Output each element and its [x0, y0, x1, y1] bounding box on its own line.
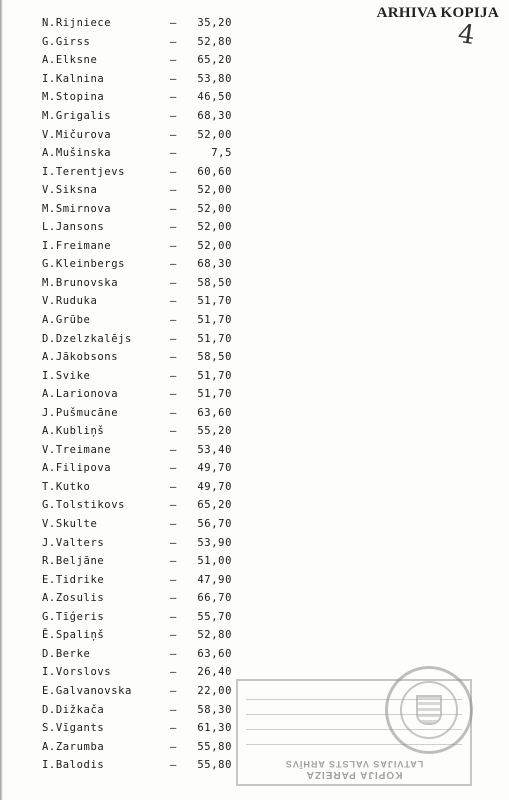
list-item — [42, 348, 232, 367]
person-name: E.Galvanovska — [42, 684, 132, 697]
person-name: I.Balodis — [42, 759, 105, 772]
amount-value: 58,50 — [197, 276, 232, 289]
separator-dash: – — [170, 221, 177, 234]
person-name: V.Skulte — [42, 518, 98, 531]
separator-dash: – — [170, 499, 177, 512]
separator-dash: – — [170, 666, 177, 679]
amount-value: 65,20 — [197, 499, 232, 512]
person-name: J.Pušmucāne — [42, 406, 119, 419]
person-name: A.Larionova — [42, 388, 119, 401]
separator-dash: – — [170, 406, 177, 419]
amount-value: 51,00 — [197, 555, 232, 568]
person-name: J.Valters — [42, 536, 105, 549]
separator-dash: – — [170, 332, 177, 345]
separator-dash: – — [170, 573, 177, 586]
list-item — [42, 385, 232, 404]
amount-value: 52,00 — [197, 221, 232, 234]
separator-dash: – — [170, 72, 177, 85]
list-item — [42, 515, 232, 534]
separator-dash: – — [170, 202, 177, 215]
person-name: D.Dzelzkalējs — [42, 332, 132, 345]
person-name: T.Kutko — [42, 480, 91, 493]
list-item — [42, 589, 232, 608]
separator-dash: – — [170, 759, 177, 772]
amount-value: 52,80 — [197, 35, 232, 48]
amount-value: 53,40 — [197, 443, 232, 456]
amount-value: 61,30 — [197, 722, 232, 735]
list-item — [42, 162, 232, 181]
list-item — [42, 33, 232, 52]
separator-dash: – — [170, 184, 177, 197]
list-item — [42, 144, 232, 163]
list-item — [42, 682, 232, 701]
person-name: E.Tidrike — [42, 573, 105, 586]
separator-dash: – — [170, 110, 177, 122]
separator-dash: – — [170, 443, 177, 456]
stamp-archive-name: LATVIJAS VALSTS ARHĪVS — [284, 759, 424, 769]
separator-dash: – — [170, 165, 177, 178]
list-item — [42, 700, 232, 719]
person-name: V.Siksna — [42, 184, 98, 197]
amount-value: 63,60 — [197, 406, 232, 419]
separator-dash: – — [170, 722, 177, 735]
person-name: A.Filipova — [42, 462, 112, 475]
list-item — [42, 237, 232, 256]
amount-value: 53,80 — [197, 72, 232, 85]
amount-value: 22,00 — [197, 684, 232, 697]
list-item — [42, 478, 232, 497]
person-name: I.Freimane — [42, 239, 112, 252]
list-item — [42, 496, 232, 515]
handwritten-page-number: 4 — [456, 18, 478, 52]
list-item — [42, 311, 232, 330]
list-item — [42, 70, 232, 89]
amount-value: 52,00 — [197, 202, 232, 215]
person-name: A.Zarumba — [42, 740, 105, 753]
person-name: V.Treimane — [42, 443, 112, 456]
person-name: I.Kalnina — [42, 72, 105, 85]
list-item — [42, 14, 232, 33]
separator-dash: – — [170, 91, 177, 104]
amount-value: 68,30 — [197, 110, 232, 122]
list-item — [42, 719, 232, 738]
stamp-title: KOPIJA PAREIZA — [305, 769, 403, 780]
amount-value: 49,70 — [197, 480, 232, 493]
amount-value: 52,00 — [197, 239, 232, 252]
amount-value: 46,50 — [197, 91, 232, 104]
amount-value: 52,00 — [197, 184, 232, 197]
list-item — [42, 756, 232, 775]
person-name: A.Jākobsons — [42, 351, 119, 364]
person-name: A.Grūbe — [42, 314, 91, 327]
separator-dash: – — [170, 54, 177, 67]
amount-value: 51,70 — [197, 388, 232, 401]
amount-value: 51,70 — [197, 314, 232, 327]
amount-value: 55,80 — [197, 740, 232, 753]
person-name: R.Beljāne — [42, 555, 105, 568]
separator-dash: – — [170, 314, 177, 327]
separator-dash: – — [170, 684, 177, 697]
person-name: D.Berke — [42, 647, 91, 660]
person-name: Ē.Spaliņš — [42, 629, 105, 642]
separator-dash: – — [170, 592, 177, 605]
list-item — [42, 645, 232, 664]
person-name: I.Terentjevs — [42, 165, 126, 178]
amount-value: 51,70 — [197, 332, 232, 345]
list-item — [42, 441, 232, 460]
amount-value: 68,30 — [197, 258, 232, 271]
separator-dash: – — [170, 17, 177, 30]
list-item — [42, 274, 232, 293]
separator-dash: – — [170, 462, 177, 475]
list-item — [42, 125, 232, 144]
list-item — [42, 737, 232, 756]
amount-value: 58,30 — [197, 703, 232, 716]
amount-value: 55,80 — [197, 759, 232, 772]
archive-copy-label: ARHIVA KOPIJA — [376, 5, 499, 21]
list-item — [42, 570, 232, 589]
separator-dash: – — [170, 555, 177, 568]
list-item — [42, 292, 232, 311]
list-item — [42, 552, 232, 571]
separator-dash: – — [170, 629, 177, 642]
list-item — [42, 403, 232, 422]
separator-dash: – — [170, 276, 177, 289]
amount-value: 53,90 — [197, 536, 232, 549]
page-edge-shadow — [0, 0, 3, 800]
list-item — [42, 663, 232, 682]
person-name: G.Tolstikovs — [42, 499, 126, 512]
separator-dash: – — [170, 35, 177, 48]
person-name: N.Rijniece — [42, 17, 112, 30]
list-item — [42, 51, 232, 70]
amount-value: 60,60 — [197, 165, 232, 178]
person-name: M.Brunovska — [42, 276, 119, 289]
list-item — [42, 88, 232, 107]
separator-dash: – — [170, 740, 177, 753]
separator-dash: – — [170, 610, 177, 623]
list-item — [42, 366, 232, 385]
list-item — [42, 181, 232, 200]
separator-dash: – — [170, 518, 177, 531]
amount-value: 63,60 — [197, 647, 232, 660]
list-item — [42, 422, 232, 441]
separator-dash: – — [170, 480, 177, 493]
separator-dash: – — [170, 351, 177, 364]
amount-value: 51,70 — [197, 295, 232, 308]
person-name: G.Kleinbergs — [42, 258, 126, 271]
person-name: G.Girss — [42, 35, 91, 48]
person-name: G.Tīģeris — [42, 610, 105, 623]
person-name: I.Vorslovs — [42, 666, 112, 679]
list-item — [42, 218, 232, 237]
amount-value: 56,70 — [197, 518, 232, 531]
list-item — [42, 329, 232, 348]
separator-dash: – — [170, 388, 177, 401]
person-name: M.Grigalis — [42, 110, 112, 122]
person-name: A.Elksne — [42, 54, 98, 67]
round-seal-icon — [385, 666, 473, 754]
separator-dash: – — [170, 258, 177, 271]
person-name: V.Mičurova — [42, 128, 112, 141]
person-name: A.Mušinska — [42, 147, 112, 160]
person-name: M.Smirnova — [42, 202, 112, 215]
separator-dash: – — [170, 369, 177, 382]
list-item — [42, 533, 232, 552]
amount-value: 26,40 — [197, 666, 232, 679]
separator-dash: – — [170, 147, 177, 160]
amount-value: 66,70 — [197, 592, 232, 605]
separator-dash: – — [170, 425, 177, 438]
list-item — [42, 608, 232, 627]
person-name: A.Zosulis — [42, 592, 105, 605]
amount-value: 58,50 — [197, 351, 232, 364]
amount-value: 52,80 — [197, 629, 232, 642]
list-item — [42, 626, 232, 645]
separator-dash: – — [170, 128, 177, 141]
person-name: M.Stopina — [42, 91, 105, 104]
separator-dash: – — [170, 647, 177, 660]
coat-of-arms-icon — [416, 695, 442, 725]
person-name: V.Ruduka — [42, 295, 98, 308]
list-item — [42, 107, 232, 126]
person-name: I.Svike — [42, 369, 91, 382]
person-name: S.Vīgants — [42, 722, 105, 735]
list-item — [42, 459, 232, 478]
payment-list — [42, 14, 232, 774]
list-item — [42, 199, 232, 218]
person-name: D.Dižkača — [42, 703, 105, 716]
person-name: A.Kubliņš — [42, 425, 105, 438]
amount-value: 55,20 — [197, 425, 232, 438]
list-item — [42, 255, 232, 274]
amount-value: 52,00 — [197, 128, 232, 141]
separator-dash: – — [170, 239, 177, 252]
separator-dash: – — [170, 703, 177, 716]
amount-value: 55,70 — [197, 610, 232, 623]
amount-value: 49,70 — [197, 462, 232, 475]
separator-dash: – — [170, 536, 177, 549]
amount-value: 35,20 — [197, 17, 232, 30]
amount-value: 51,70 — [197, 369, 232, 382]
person-name: L.Jansons — [42, 221, 105, 234]
seal-inner-ring — [400, 681, 458, 739]
amount-value: 47,90 — [197, 573, 232, 586]
amount-value: 7,5 — [211, 147, 232, 160]
amount-value: 65,20 — [197, 54, 232, 67]
separator-dash: – — [170, 295, 177, 308]
